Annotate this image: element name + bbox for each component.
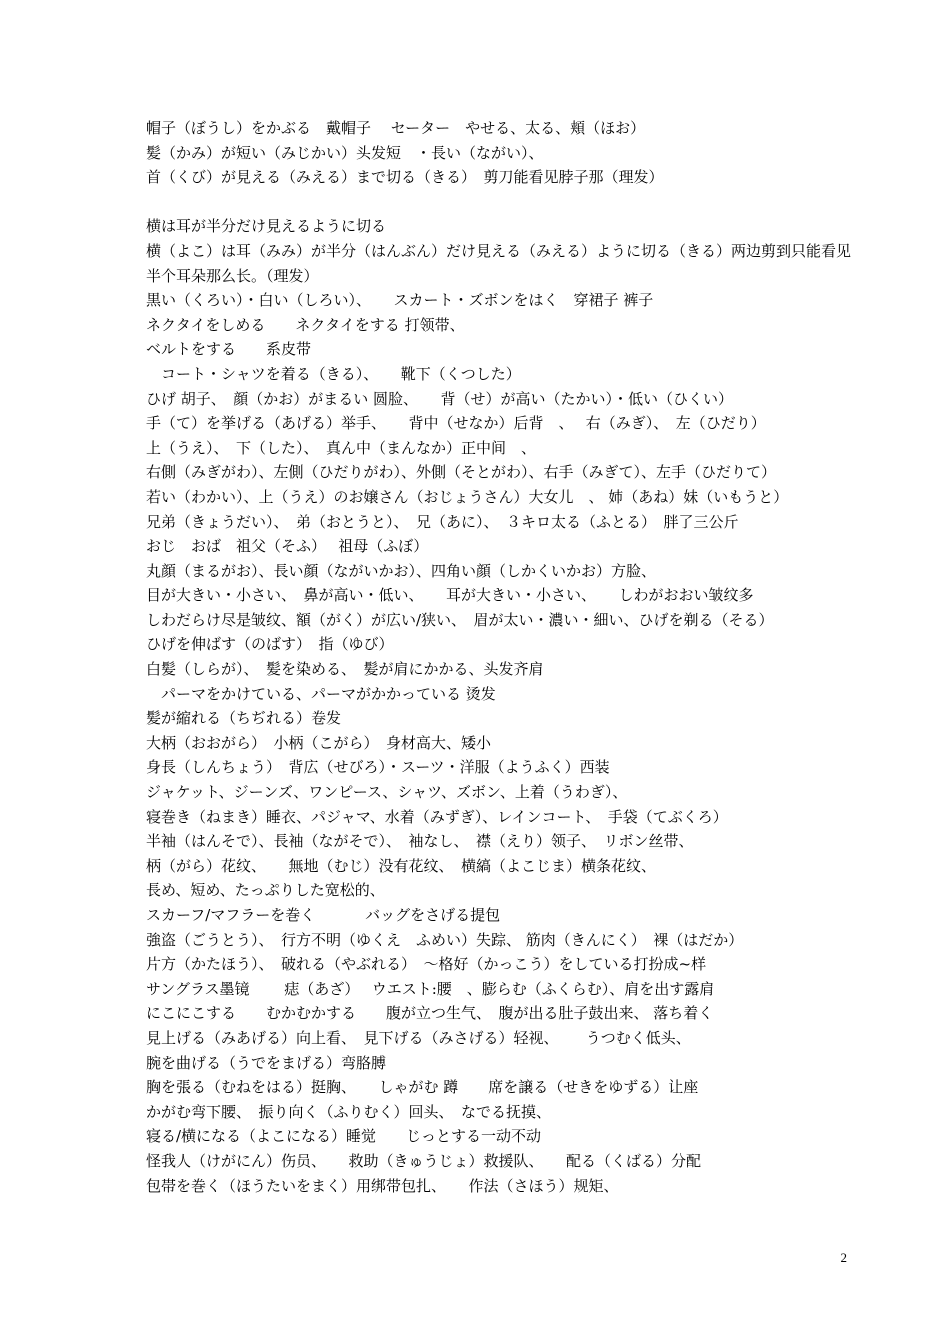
- blank-line: [146, 190, 858, 215]
- text-line: 兄弟（きょうだい）、 弟（おとうと）、 兄（あに）、 ３キロ太る（ふとる） 胖了三公斤: [146, 512, 739, 531]
- text-line: ベルトをする 系皮带: [146, 340, 312, 359]
- text-line: 寝巻き（ねまき）睡衣、パジャマ、水着（みずぎ）、レインコート、 手袋（てぶくろ）: [146, 807, 728, 826]
- text-line: 包帯を巻く（ほうたいをまく）用绑带包扎、 作法（さほう）规矩、: [146, 1176, 619, 1195]
- text-line: 右側（みぎがわ）、左側（ひだりがわ）、外側（そとがわ）、右手（みぎて）、左手（ひだりて）: [146, 463, 777, 482]
- text-line: 目が大きい・小さい、 鼻が高い・低い、 耳が大きい・小さい、 しわがおおい皱纹多: [146, 586, 754, 605]
- text-line: 上（うえ）、 下（した）、 真ん中（まんなか）正中间 、: [146, 438, 537, 457]
- text-line: 見上げる（みあげる）向上看、 見下げる（みさげる）轻视、 うつむく低头、: [146, 1028, 691, 1047]
- text-line: 大柄（おおがら） 小柄（こがら） 身材高大、矮小: [146, 733, 492, 752]
- text-line: にこにこする むかむかする 腹が立つ生气、 腹が出る肚子鼓出来、 落ち着く: [146, 1004, 714, 1023]
- text-line: 腕を曲げる（うでをまげる）弯胳膊: [146, 1053, 387, 1072]
- text-line: サングラス墨镜 痣（あざ） ウエスト:腰 、膨らむ（ふくらむ）、肩を出す露肩: [146, 979, 715, 998]
- text-line: 髪が縮れる（ちぢれる）卷发: [146, 709, 342, 728]
- text-line: 柄（がら）花纹、 無地（むじ）没有花纹、 横縞（よこじま）横条花纹、: [146, 856, 657, 875]
- text-line: ひげ 胡子、 顔（かお）がまるい 圆脸、 背（せ）が高い（たかい）・低い（ひくい）: [146, 389, 734, 408]
- text-line: 片方（かたほう）、 破れる（やぶれる） ～格好（かっこう）をしている打扮成~样: [146, 955, 707, 974]
- text-line: かがむ弯下腰、 振り向く（ふりむく）回头、 なでる抚摸、: [146, 1102, 552, 1121]
- text-line: おじ おば 祖父（そふ） 祖母（ふぼ）: [146, 537, 429, 556]
- text-line: 横（よこ）は耳（みみ）が半分（はんぶん）だけ見える（みえる）ように切る（きる）两边剪到只能看见半个耳朵那么长。（理发）: [146, 241, 852, 285]
- text-line: コート・シャツを着る（きる）、 靴下（くつした）: [146, 364, 521, 383]
- text-line: パーマをかけている、パーマがかかっている 烫发: [146, 684, 496, 703]
- text-line: 若い（わかい）、上（うえ）のお嬢さん（おじょうさん）大女儿 、 姉（あね）妹（いもうと）: [146, 487, 789, 506]
- page-number: 2: [840, 1250, 847, 1265]
- text-line: ジャケット、ジーンズ、ワンピース、シャツ、ズボン、上着（うわぎ）、: [146, 783, 628, 802]
- text-line: 怪我人（けがにん）伤员、 救助（きゅうじょ）救援队、 配る（くばる）分配: [146, 1151, 702, 1170]
- text-line: しわだらけ尽是皱纹、額（がく）が広い/狭い、 眉が太い・濃い・細い、ひげを剃る（そる）: [146, 610, 774, 629]
- text-line: 半袖（はんそで）、長袖（ながそで）、 袖なし、 襟（えり）领子、 リボン丝带、: [146, 832, 694, 851]
- text-line: 横は耳が半分だけ見えるように切る: [146, 217, 387, 236]
- document-body: [146, 116, 858, 1198]
- text-line: 長め、短め、たっぷりした宽松的、: [146, 881, 385, 900]
- text-line: 寝る/横になる（よこになる）睡觉 じっとする一动不动: [146, 1127, 542, 1146]
- text-line: 身長（しんちょう） 背広（せびろ）・スーツ・洋服（ようふく）西装: [146, 758, 610, 777]
- text-line: ネクタイをしめる ネクタイをする 打领带、: [146, 315, 465, 334]
- text-line: 強盗（ごうとう）、 行方不明（ゆくえ ふめい）失踪、 筋肉（きんにく） 裸（はだか）: [146, 930, 744, 949]
- text-line: 丸顔（まるがお）、長い顔（ながいかお）、四角い顔（しかくいかお）方脸、: [146, 561, 657, 580]
- text-line: 髪（かみ）が短い（みじかい）头发短 ・長い（ながい）、: [146, 143, 544, 162]
- text-line: 首（くび）が見える（みえる）まで切る（きる） 剪刀能看见脖子那（理发）: [146, 168, 664, 187]
- text-line: 白髪（しらが）、 髪を染める、 髪が肩にかかる、头发齐肩: [146, 660, 544, 679]
- text-line: 帽子（ぼうし）をかぶる 戴帽子 セーター やせる、太る、頬（ほお）: [146, 119, 646, 137]
- text-line: 胸を張る（むねをはる）挺胸、 しゃがむ 蹲 席を譲る（せきをゆずる）让座: [146, 1078, 699, 1097]
- text-line: スカーフ/マフラーを巻く バッグをさげる提包: [146, 906, 501, 924]
- text-line: ひげを伸ばす（のばす） 指（ゆび）: [146, 635, 394, 654]
- text-line: 黒い（くろい）・白い（しろい）、 スカート・ズボンをはく 穿裙子 裤子: [146, 291, 654, 310]
- text-line: 手（て）を挙げる（あげる）举手、 背中（せなか）后背 、 右（みぎ）、 左（ひだり）: [146, 414, 766, 433]
